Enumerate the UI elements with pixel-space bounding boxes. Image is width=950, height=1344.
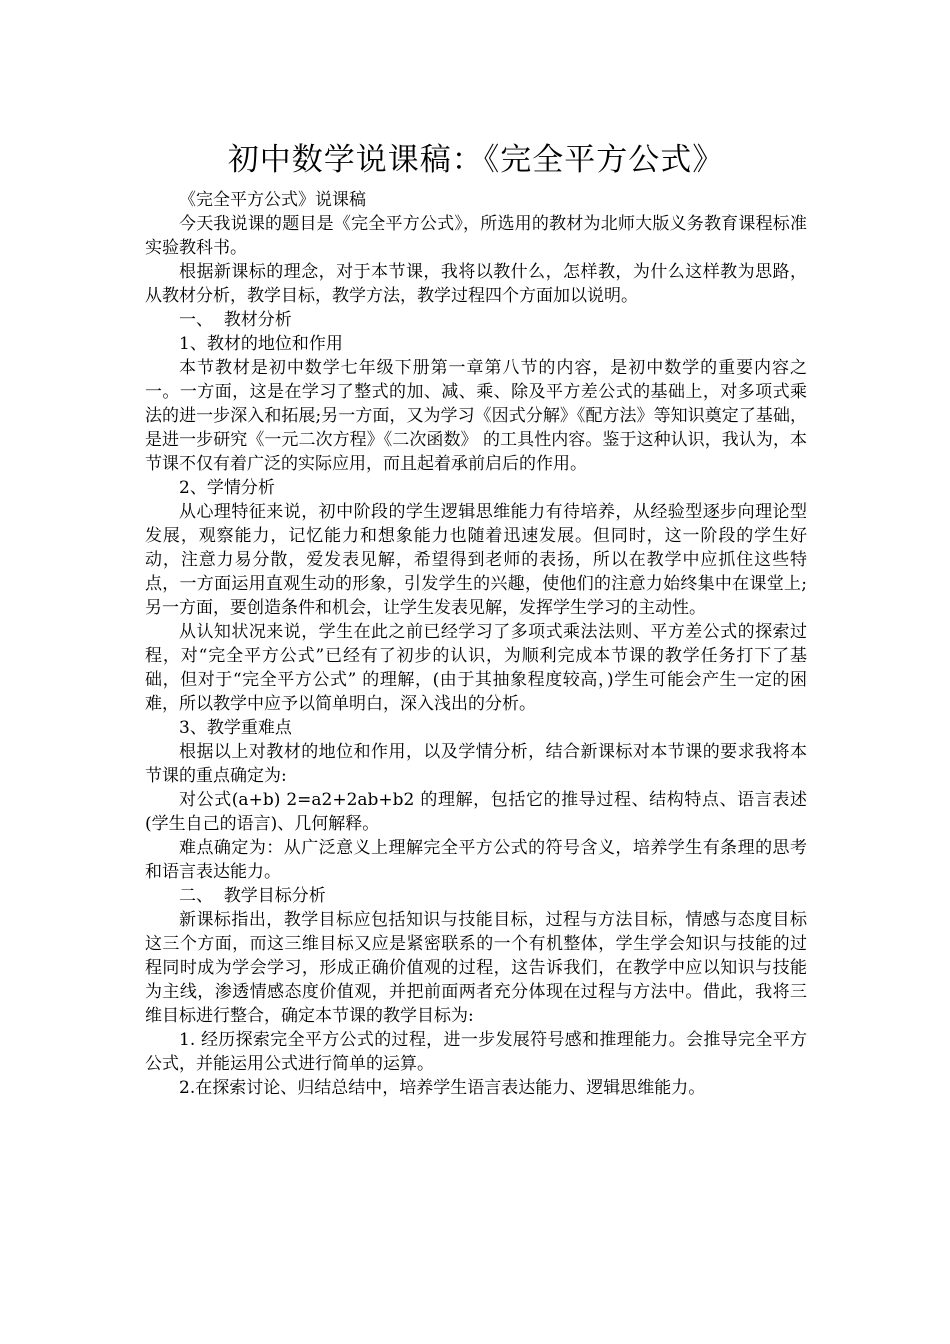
paragraph-key-points: 根据以上对教材的地位和作用，以及学情分析，结合新课标对本节课的要求我将本节课的重点确定为: [145,742,807,786]
paragraph-objectives: 新课标指出，教学目标应包括知识与技能目标，过程与方法目标，情感与态度目标这三个方面，而这三维目标又应是紧密联系的一个有机整体，学生学会知识与技能的过程同时成为学会学习，形成正确价值观的过程，这告诉我们，在教学中应以知识与技能为主线，渗透情感态度价值观，并把前面两者充分体现在过程与方法中。借此，我将三维目标进行整合，确定本节课的教学目标为: [145,910,807,1026]
document-page [145,138,807,1100]
paragraph-objective-2: 2.在探索讨论、归结总结中，培养学生语言表达能力、逻辑思维能力。 [179,1078,706,1098]
document-subtitle: 《完全平方公式》说课稿 [179,190,366,210]
section-heading-2: 二、 教学目标分析 [179,886,326,906]
paragraph-cognition: 从认知状况来说，学生在此之前已经学习了多项式乘法法则、平方差公式的探索过程，对“完全平方公式”已经有了初步的认识，为顺利完成本节课的教学任务打下了基础，但对于“完全平方公式” 的理解，(由于其抽象程度较高，)学生可能会产生一定的困难，所以教学中应予以简单明白，深入浅出的分析。 [145,622,807,714]
paragraph-formula: 对公式(a+b) 2=a2+2ab+b2 的理解，包括它的推导过程、结构特点、语言表述(学生自己的语言)、几何解释。 [145,790,807,834]
paragraph-textbook-position: 本节教材是初中数学七年级下册第一章第八节的内容，是初中数学的重要内容之一。一方面，这是在学习了整式的加、减、乘、除及平方差公式的基础上，对多项式乘法的进一步深入和拓展;另一方面，又为学习《因式分解》《配方法》等知识奠定了基础，是进一步研究《一元二次方程》《二次函数》 的工具性内容。鉴于这种认识，我认为，本节课不仅有着广泛的实际应用，而且起着承前启后的作用。 [145,358,807,474]
document-title: 初中数学说课稿：《完全平方公式》 [227,142,725,178]
paragraph-approach: 根据新课标的理念，对于本节课，我将以教什么，怎样教，为什么这样教为思路，从教材分析，教学目标，教学方法，教学过程四个方面加以说明。 [145,262,807,306]
subsection-heading-1-2: 2、学情分析 [179,478,275,498]
subsection-heading-1-3: 3、教学重难点 [179,718,292,738]
paragraph-difficulty: 难点确定为：从广泛意义上理解完全平方公式的符号含义，培养学生有条理的思考和语言表达能力。 [145,838,807,882]
subsection-heading-1-1: 1、教材的地位和作用 [179,334,343,354]
section-heading-1: 一、 教材分析 [179,310,292,330]
paragraph-objective-1: 1. 经历探索完全平方公式的过程，进一步发展符号感和推理能力。会推导完全平方公式，并能运用公式进行简单的运算。 [145,1030,807,1074]
paragraph-intro: 今天我说课的题目是《完全平方公式》，所选用的教材为北师大版义务教育课程标准实验教科书。 [145,214,807,258]
paragraph-psychology: 从心理特征来说，初中阶段的学生逻辑思维能力有待培养，从经验型逐步向理论型发展，观察能力，记忆能力和想象能力也随着迅速发展。但同时，这一阶段的学生好动，注意力易分散，爱发表见解，希望得到老师的表扬，所以在教学中应抓住这些特点，一方面运用直观生动的形象，引发学生的兴趣，使他们的注意力始终集中在课堂上;另一方面，要创造条件和机会，让学生发表见解，发挥学生学习的主动性。 [145,502,807,618]
